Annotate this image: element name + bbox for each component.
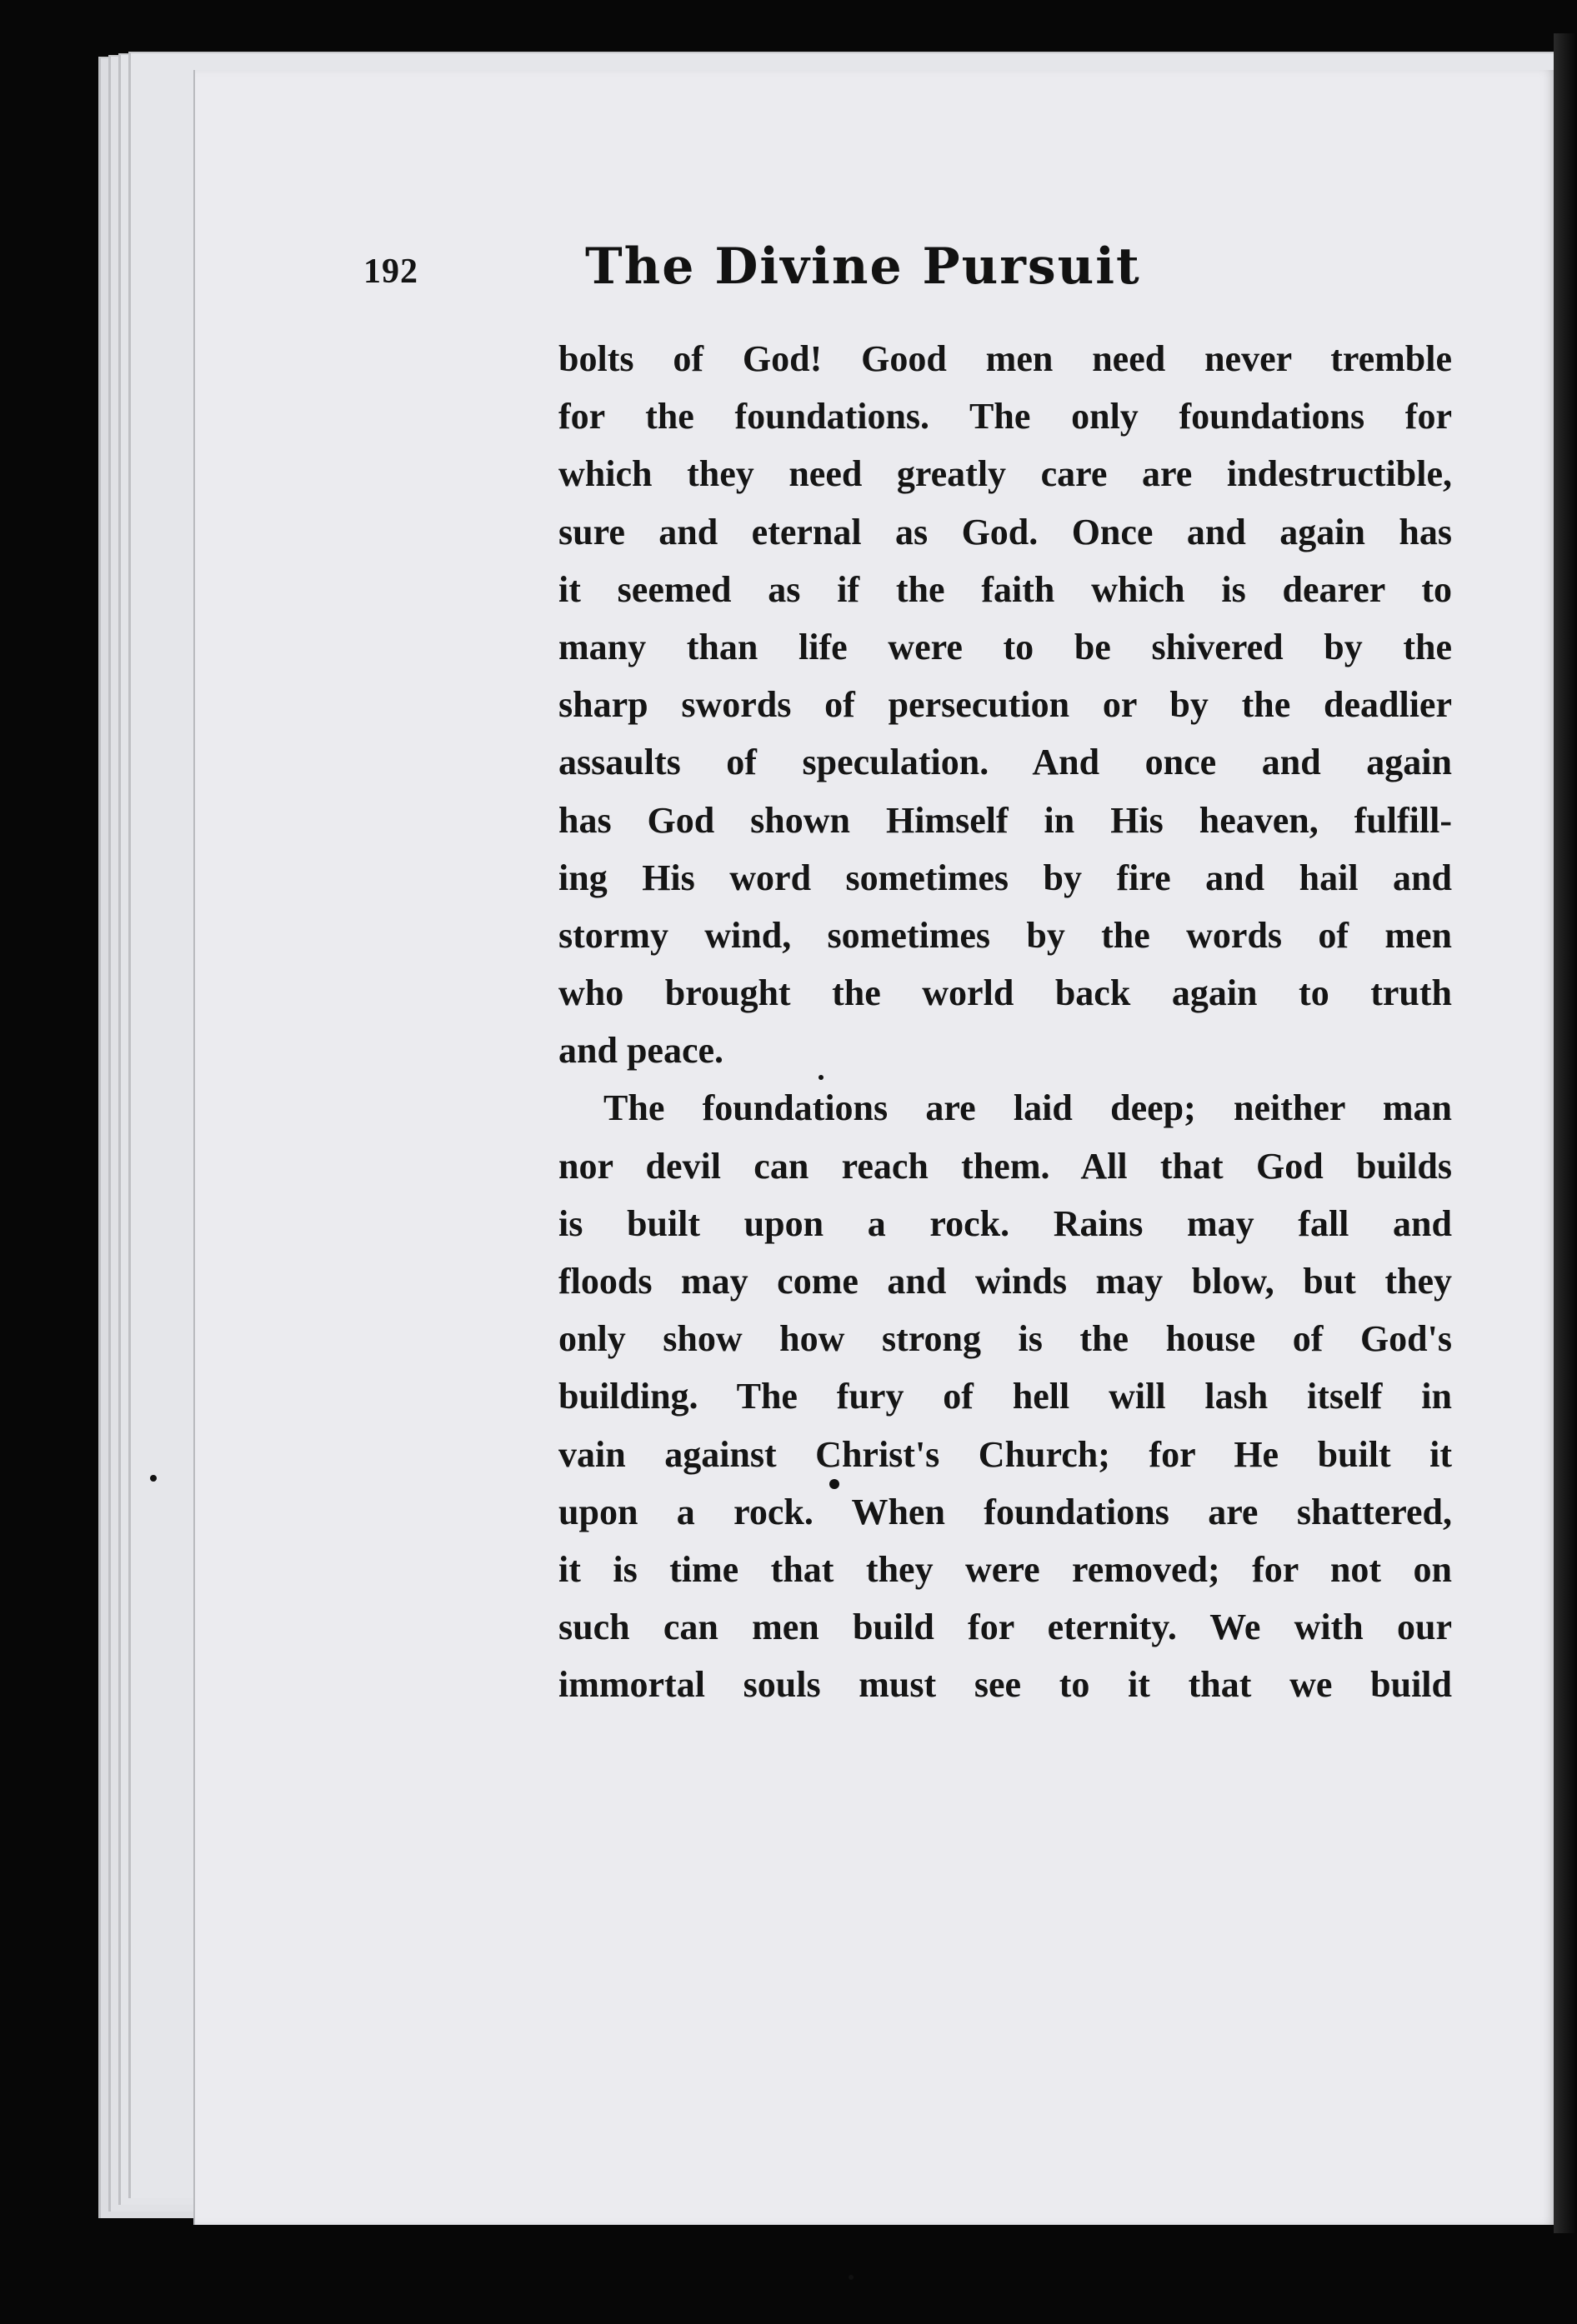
ink-speck (849, 2275, 854, 2280)
text-line: many than life were to be shivered by the (558, 626, 1452, 667)
text-line: The foundations are laid deep; neither man (603, 1087, 1452, 1129)
text-line: floods may come and winds may blow, but they (558, 1261, 1452, 1302)
text-line: for the foundations. The only foundations for (558, 396, 1452, 437)
text-line: sharp swords of persecution or by the deadlier (558, 684, 1452, 726)
body-text (558, 330, 1452, 1714)
ink-speck (150, 1475, 157, 1482)
text-line: immortal souls must see to it that we build (558, 1664, 1452, 1706)
text-line: which they need greatly care are indestructible, (558, 453, 1452, 495)
ink-speck (829, 1479, 839, 1489)
ink-speck (819, 1075, 824, 1080)
text-line: nor devil can reach them. All that God builds (558, 1145, 1452, 1187)
text-line: ing His word sometimes by fire and hail and (558, 857, 1452, 898)
text-line: stormy wind, sometimes by the words of men (558, 914, 1452, 956)
text-line: has God shown Himself in His heaven, fulfill- (558, 799, 1452, 841)
text-line: only show how strong is the house of God's (558, 1318, 1452, 1360)
text-line: vain against Christ's Church; for He built it (558, 1433, 1452, 1475)
text-line: such can men build for eternity. We with our (558, 1607, 1452, 1648)
text-line: it is time that they were removed; for not on (558, 1548, 1452, 1590)
text-line: upon a rock. When foundations are shattered, (558, 1491, 1452, 1532)
paragraph-1 (558, 330, 1452, 1079)
text-line: it seemed as if the faith which is dearer to (558, 568, 1452, 610)
running-title: The Divine Pursuit (585, 237, 1141, 296)
binding-shadow (1554, 33, 1577, 2233)
text-line: bolts of God! Good men need never tremble (558, 338, 1452, 379)
text-line: building. The fury of hell will lash itself in (558, 1376, 1452, 1417)
text-line: is built upon a rock. Rains may fall and (558, 1202, 1452, 1244)
page-number: 192 (363, 252, 418, 291)
text-line: sure and eternal as God. Once and again has (558, 511, 1452, 552)
text-line: who brought the world back again to truth (558, 972, 1452, 1014)
text-line: and peace. (558, 1030, 723, 1072)
paragraph-2 (558, 1079, 1452, 1713)
text-line: assaults of speculation. And once and again (558, 742, 1452, 783)
running-header (363, 175, 1264, 296)
